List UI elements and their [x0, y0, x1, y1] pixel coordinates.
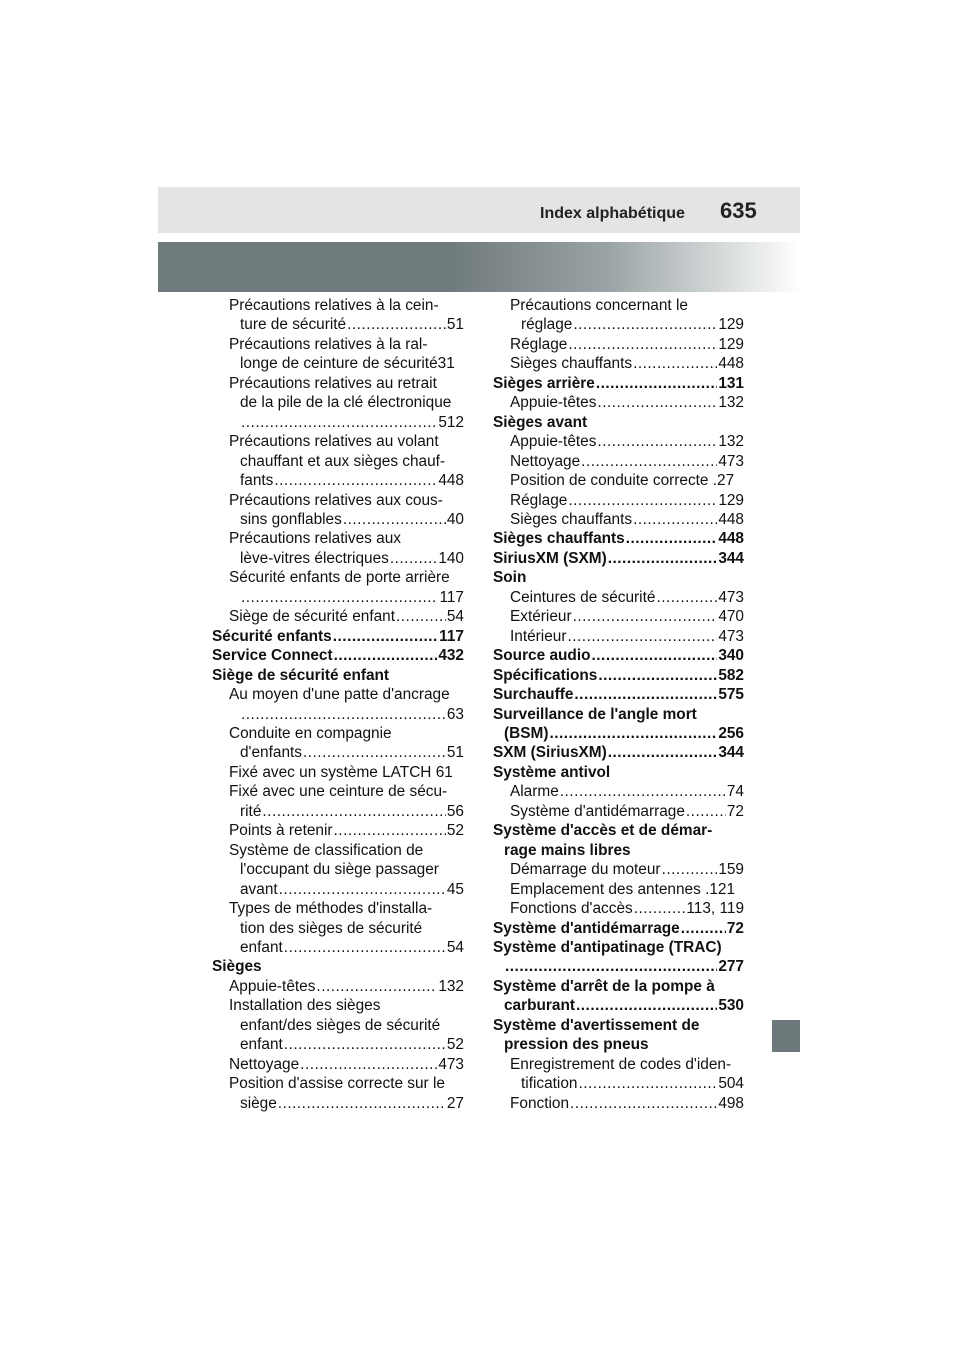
dot-leader: [597, 432, 717, 451]
index-entry: [493, 393, 744, 412]
entry-term: lève-vitres électriques: [240, 549, 389, 567]
dot-leader: [608, 549, 718, 568]
entry-page-ref[interactable]: 448: [718, 355, 744, 373]
section-thumb-tab: [772, 1020, 800, 1052]
index-entry: [493, 860, 744, 879]
entry-term: Position d'assise correcte sur le: [229, 1075, 445, 1093]
index-entry: [493, 724, 744, 743]
entry-term: Sécurité enfants de porte arrière: [229, 569, 450, 587]
index-entry: [212, 802, 464, 821]
entry-page-ref[interactable]: 51: [446, 744, 464, 762]
dot-leader: [274, 471, 437, 490]
index-entry: [212, 880, 464, 899]
entry-term: Au moyen d'une patte d'ancrage: [229, 686, 450, 704]
dot-leader: [505, 957, 717, 976]
dot-leader: [284, 938, 446, 957]
entry-term: chauffant et aux sièges chauf-: [240, 452, 446, 470]
dot-leader: [578, 1074, 717, 1093]
index-entry: [212, 841, 464, 860]
index-entry: [493, 763, 744, 782]
entry-term: Types de méthodes d'installa-: [229, 900, 433, 918]
entry-term: de la pile de la clé électronique: [240, 394, 452, 412]
entry-term: Sièges chauffants: [493, 530, 625, 548]
dot-leader: [343, 510, 446, 529]
dot-leader: [608, 743, 718, 762]
entry-term: Réglage: [510, 335, 568, 353]
index-entry: [212, 938, 464, 957]
entry-term: Installation des sièges: [229, 997, 381, 1015]
dot-leader: [598, 666, 717, 685]
index-entry: [212, 685, 464, 704]
dot-leader: [278, 1094, 446, 1113]
dot-leader: [334, 821, 446, 840]
dot-leader: [656, 588, 717, 607]
dot-leader: [686, 802, 726, 821]
index-entry: [493, 841, 744, 860]
index-entry: [212, 666, 464, 685]
entry-term: Précautions relatives à la cein-: [229, 297, 439, 314]
entry-page-ref[interactable]: 51: [446, 316, 464, 334]
index-entry: [493, 607, 744, 626]
entry-term: enfant: [240, 1036, 283, 1054]
index-entry: [493, 1094, 744, 1113]
dot-leader: [681, 919, 726, 938]
entry-term: Précautions concernant le: [510, 297, 688, 314]
index-entry: [493, 374, 744, 393]
entry-page-ref[interactable]: 54: [446, 608, 464, 626]
entry-page-ref[interactable]: 504: [718, 1075, 744, 1093]
entry-term: Précautions relatives à la ral-: [229, 335, 428, 353]
entry-term: Soin: [493, 569, 527, 587]
index-entry: [212, 374, 464, 393]
index-entry: [493, 529, 744, 548]
dot-leader: [396, 607, 446, 626]
index-entry: [493, 802, 744, 821]
index-entry: [493, 549, 744, 568]
entry-term: tification: [521, 1075, 578, 1093]
entry-page-ref[interactable]: 530: [718, 997, 744, 1015]
entry-term: longe de ceinture de sécurité31: [240, 355, 455, 373]
entry-term: Conduite en compagnie: [229, 724, 392, 742]
dot-leader: [316, 977, 437, 996]
entry-page-ref[interactable]: 473: [438, 1055, 464, 1073]
entry-page-ref[interactable]: 54: [446, 938, 464, 956]
dot-leader: [570, 1094, 717, 1113]
entry-term: Réglage: [510, 491, 568, 509]
index-entry: [212, 1016, 464, 1035]
entry-term: Service Connect: [212, 647, 333, 665]
entry-page-ref[interactable]: 582: [718, 666, 744, 684]
index-entry: [493, 1074, 744, 1093]
entry-page-ref[interactable]: 129: [718, 316, 744, 334]
index-entry: [493, 413, 744, 432]
entry-page-ref[interactable]: 45: [446, 880, 464, 898]
entry-page-ref[interactable]: 72: [726, 802, 744, 820]
dot-leader: [560, 782, 726, 801]
entry-term: Système d'arrêt de la pompe à: [493, 977, 715, 995]
entry-term: Nettoyage: [510, 452, 581, 470]
index-entry: [493, 821, 744, 840]
index-entry: [493, 471, 744, 490]
entry-page-ref[interactable]: 512: [438, 413, 464, 431]
index-entry: [493, 296, 744, 315]
entry-page-ref[interactable]: 72: [726, 919, 744, 937]
entry-term: rage mains libres: [504, 841, 631, 859]
entry-term: Système d'antipatinage (TRAC): [493, 938, 722, 956]
entry-page-ref[interactable]: 131: [718, 374, 744, 392]
dot-leader: [300, 1055, 437, 1074]
index-entry: [493, 335, 744, 354]
entry-term: Sièges: [212, 958, 262, 976]
entry-term: Spécifications: [493, 666, 598, 684]
entry-term: Démarrage du moteur: [510, 861, 661, 879]
dot-leader: [634, 899, 686, 918]
index-entry: [493, 880, 744, 899]
entry-term: pression des pneus: [504, 1036, 649, 1054]
entry-term: sins gonflables: [240, 510, 342, 528]
entry-term: carburant: [504, 997, 575, 1015]
entry-page-ref[interactable]: 129: [718, 491, 744, 509]
dot-leader: [633, 354, 717, 373]
entry-term: fants: [240, 472, 274, 490]
entry-page-ref[interactable]: 448: [718, 510, 744, 528]
dot-leader: [567, 627, 717, 646]
entry-term: Alarme: [510, 783, 559, 801]
entry-term: Surveillance de l'angle mort: [493, 705, 697, 723]
dot-leader: [279, 880, 446, 899]
dot-leader: [633, 510, 717, 529]
index-entry: [212, 471, 464, 490]
index-entry: [493, 315, 744, 334]
entry-page-ref[interactable]: 340: [718, 647, 744, 665]
index-entry: [212, 510, 464, 529]
index-entry: [212, 977, 464, 996]
entry-term: Ceintures de sécurité: [510, 588, 656, 606]
entry-term: Précautions relatives au retrait: [229, 374, 437, 392]
entry-page-ref[interactable]: 56: [446, 802, 464, 820]
entry-term: Fonction: [510, 1094, 570, 1112]
index-entry: [212, 568, 464, 587]
dot-leader: [390, 549, 437, 568]
entry-page-ref[interactable]: 470: [718, 608, 744, 626]
entry-term: Système d'accès et de démar-: [493, 822, 713, 840]
index-entry: [493, 354, 744, 373]
entry-term: Système de classification de: [229, 841, 424, 859]
index-entry: [493, 432, 744, 451]
index-entry: [212, 919, 464, 938]
entry-term: Précautions relatives aux cous-: [229, 491, 443, 509]
index-entry: [493, 510, 744, 529]
index-entry: [493, 452, 744, 471]
index-entry: [493, 899, 744, 918]
dot-leader: [573, 315, 717, 334]
entry-page-ref[interactable]: 448: [718, 530, 744, 548]
dot-leader: [581, 452, 717, 471]
entry-term: ture de sécurité: [240, 316, 347, 334]
entry-page-ref[interactable]: 52: [446, 822, 464, 840]
entry-page-ref[interactable]: 132: [718, 394, 744, 412]
entry-page-ref[interactable]: 129: [718, 335, 744, 353]
page-title: Index alphabétique: [540, 205, 685, 222]
dot-leader: [549, 724, 717, 743]
dot-leader: [592, 646, 718, 665]
index-entry: [493, 977, 744, 996]
entry-term: Nettoyage: [229, 1055, 300, 1073]
dot-leader: [334, 646, 438, 665]
entry-term: Surchauffe: [493, 686, 574, 704]
entry-page-ref[interactable]: 473: [718, 452, 744, 470]
entry-term: Appuie-têtes: [510, 433, 597, 451]
index-entry: [493, 1035, 744, 1054]
index-entry: [212, 996, 464, 1015]
entry-term: Fonctions d'accès: [510, 900, 633, 918]
index-entry: [212, 529, 464, 548]
index-entry: [212, 607, 464, 626]
entry-term: Sièges chauffants: [510, 355, 633, 373]
entry-term: Système d'antidémarrage: [510, 802, 685, 820]
index-entry: [212, 821, 464, 840]
dot-leader: [303, 743, 446, 762]
index-entry: [212, 743, 464, 762]
index-entry: [212, 957, 464, 976]
index-entry: [212, 354, 464, 373]
entry-term: Position de conduite correcte .27: [510, 472, 735, 490]
dot-leader: [662, 860, 718, 879]
dot-leader: [262, 802, 445, 821]
entry-page-ref[interactable]: 52: [446, 1036, 464, 1054]
entry-page-ref[interactable]: 159: [718, 861, 744, 879]
index-entry: [493, 491, 744, 510]
entry-term: Précautions relatives aux: [229, 530, 401, 548]
entry-page-ref[interactable]: 344: [718, 549, 744, 567]
dot-leader: [596, 374, 717, 393]
index-entry: [493, 1055, 744, 1074]
entry-term: enfant: [240, 938, 283, 956]
entry-page-ref[interactable]: 132: [718, 433, 744, 451]
index-entry: [493, 568, 744, 587]
entry-term: Sièges arrière: [493, 374, 595, 392]
index-entry: [212, 724, 464, 743]
entry-term: l'occupant du siège passager: [240, 861, 439, 879]
entry-term: Système antivol: [493, 763, 611, 781]
index-entry: [493, 996, 744, 1015]
entry-term: Intérieur: [510, 627, 567, 645]
entry-page-ref[interactable]: 113, 119: [686, 900, 744, 918]
index-entry: [493, 627, 744, 646]
entry-page-ref[interactable]: 344: [718, 744, 744, 762]
entry-term: Enregistrement de codes d'iden-: [510, 1055, 732, 1073]
entry-page-ref[interactable]: 432: [438, 647, 464, 665]
entry-page-ref[interactable]: 256: [718, 724, 744, 742]
dot-leader: [347, 315, 446, 334]
index-entry: [212, 705, 464, 724]
index-entry: [212, 860, 464, 879]
index-entry: [493, 666, 744, 685]
entry-page-ref[interactable]: 473: [718, 588, 744, 606]
dot-leader: [576, 996, 717, 1015]
index-entry: [493, 685, 744, 704]
entry-page-ref[interactable]: 27: [446, 1094, 464, 1112]
entry-term: Fixé avec une ceinture de sécu-: [229, 783, 448, 801]
header-bar: [158, 187, 800, 233]
dot-leader: [241, 413, 437, 432]
dot-leader: [241, 705, 446, 724]
index-column-left: [212, 296, 464, 1113]
index-entry: [212, 763, 464, 782]
entry-page-ref[interactable]: 40: [446, 510, 464, 528]
entry-term: siège: [240, 1094, 277, 1112]
index-entry: [493, 957, 744, 976]
entry-page-ref[interactable]: 74: [726, 783, 744, 801]
entry-page-ref[interactable]: 448: [438, 472, 464, 490]
dot-leader: [626, 529, 718, 548]
entry-term: Emplacement des antennes .121: [510, 880, 736, 898]
dot-leader: [284, 1035, 446, 1054]
entry-term: Précautions relatives au volant: [229, 433, 439, 451]
dot-leader: [333, 627, 438, 646]
index-entry: [212, 432, 464, 451]
entry-page-ref[interactable]: 498: [718, 1094, 744, 1112]
entry-term: tion des sièges de sécurité: [240, 919, 423, 937]
entry-term: Siège de sécurité enfant: [229, 608, 395, 626]
index-entry: [212, 491, 464, 510]
index-entry: [212, 335, 464, 354]
index-entry: [212, 588, 464, 607]
index-column-right: [493, 296, 744, 1113]
index-entry: [212, 452, 464, 471]
entry-term: avant: [240, 880, 278, 898]
index-entry: [212, 413, 464, 432]
entry-term: SiriusXM (SXM): [493, 549, 607, 567]
entry-term: Système d'antidémarrage: [493, 919, 680, 937]
entry-page-ref[interactable]: 473: [718, 627, 744, 645]
entry-page-ref[interactable]: 117: [439, 588, 464, 606]
entry-term: Sièges avant: [493, 413, 588, 431]
index-entry: [493, 1016, 744, 1035]
entry-term: rité: [240, 802, 262, 820]
index-entry: [212, 782, 464, 801]
index-entry: [212, 1074, 464, 1093]
index-entry: [493, 588, 744, 607]
index-entry: [212, 627, 464, 646]
entry-term: SXM (SiriusXM): [493, 744, 607, 762]
dot-leader: [573, 607, 718, 626]
index-entry: [212, 1094, 464, 1113]
entry-term: Source audio: [493, 647, 591, 665]
entry-page-ref[interactable]: 117: [439, 627, 464, 645]
index-entry: [212, 296, 464, 315]
index-entry: [493, 919, 744, 938]
entry-term: Sièges chauffants: [510, 510, 633, 528]
entry-page-ref[interactable]: 140: [438, 549, 464, 567]
entry-term: Siège de sécurité enfant: [212, 666, 390, 684]
index-entry: [493, 938, 744, 957]
entry-term: Extérieur: [510, 608, 572, 626]
index-entry: [212, 1055, 464, 1074]
index-entry: [493, 705, 744, 724]
entry-term: Fixé avec un système LATCH 61: [229, 763, 453, 781]
decorative-band: [158, 242, 800, 292]
dot-leader: [574, 685, 717, 704]
index-entry: [212, 1035, 464, 1054]
page-number: 635: [720, 198, 757, 223]
entry-term: Points à retenir: [229, 822, 333, 840]
entry-term: Appuie-têtes: [510, 394, 597, 412]
index-entry: [493, 646, 744, 665]
index-entry: [212, 549, 464, 568]
entry-term: enfant/des sièges de sécurité: [240, 1016, 441, 1034]
dot-leader: [568, 491, 717, 510]
index-entry: [493, 743, 744, 762]
entry-page-ref[interactable]: 63: [446, 705, 464, 723]
entry-term: Système d'avertissement de: [493, 1016, 700, 1034]
entry-term: réglage: [521, 316, 573, 334]
dot-leader: [241, 588, 438, 607]
index-entry: [212, 899, 464, 918]
index-entry: [493, 782, 744, 801]
entry-term: Appuie-têtes: [229, 977, 316, 995]
dot-leader: [597, 393, 717, 412]
entry-term: (BSM): [504, 724, 549, 742]
entry-term: d'enfants: [240, 744, 302, 762]
index-entry: [212, 393, 464, 412]
entry-term: Sécurité enfants: [212, 627, 332, 645]
index-entry: [212, 646, 464, 665]
entry-page-ref[interactable]: 132: [438, 977, 464, 995]
entry-page-ref[interactable]: 575: [718, 686, 744, 704]
index-entry: [212, 315, 464, 334]
entry-page-ref[interactable]: 277: [718, 958, 744, 976]
dot-leader: [568, 335, 717, 354]
